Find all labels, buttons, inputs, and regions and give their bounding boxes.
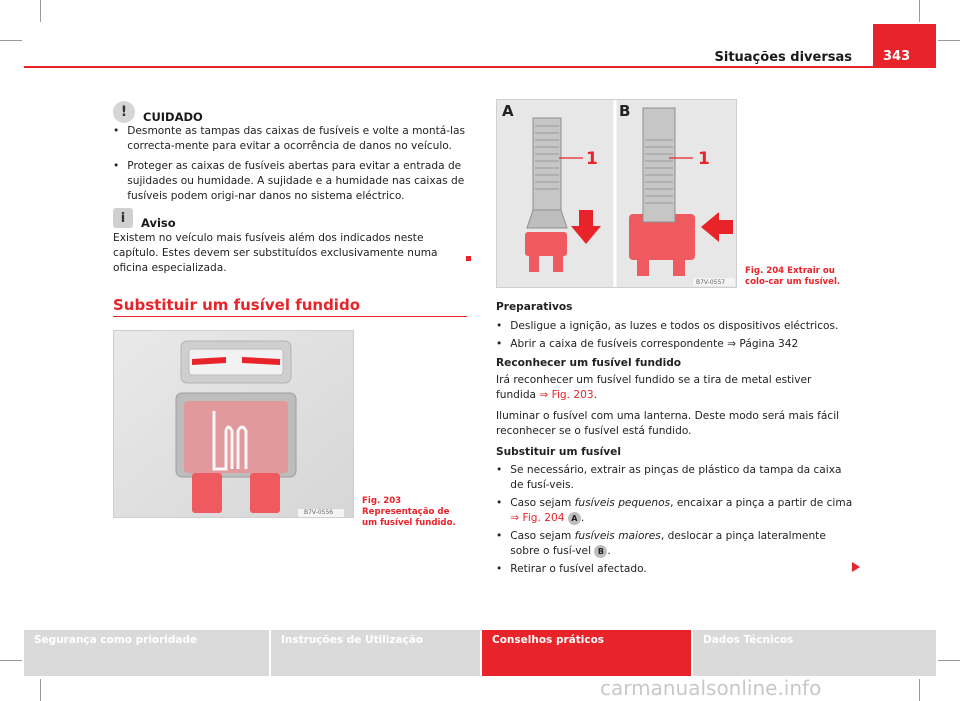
letter-b-badge: B [594,545,607,558]
label-b: B [619,102,631,120]
caution-block [113,100,467,124]
substituir-bullet-2: Caso sejam fusíveis pequenos, encaixar a pinça a partir de cima ⇒ Fig. 204 A . [510,497,853,524]
watermark: carmanualsonline.info [600,676,822,700]
crop-mark [0,660,22,661]
reconhecer-title: Reconhecer um fusível fundido [496,357,682,369]
caution-bullets [113,124,469,204]
figure-204-label: Fig. 204 [745,266,785,276]
crop-mark [40,679,41,701]
figure-204 [496,99,737,288]
preparativos-title: Preparativos [496,301,573,313]
reconhecer-text-end: . [593,389,597,401]
bullet-dot: • [496,320,503,332]
bullet-dot: • [113,125,120,137]
callout-1-a: 1 [586,149,598,169]
notice-text: Existem no veículo mais fusíveis além dos indicados neste capítulo. Estes devem ser substituídos exclusivamente numa oficina especializada. [113,232,438,274]
figure-203 [113,330,354,518]
notice-title: Aviso [141,216,176,230]
fig-204-link[interactable]: ⇒ Fig. 204 [510,512,565,524]
crop-mark [40,0,41,22]
heading-rule [113,316,467,317]
substituir-bullet-3: Caso sejam fusíveis maiores, deslocar a pinça lateralmente sobre o fusí-vel B . [510,530,826,557]
footer-tab-seguranca[interactable]: Segurança como prioridade [24,630,269,676]
reconhecer-paragraph [496,373,854,403]
emphasis: fusíveis pequenos [574,497,671,509]
caution-bullet-2: Proteger as caixas de fusíveis abertas para evitar a entrada de sujidades ou humidade. A sujidade e a humidade nas caixas de fusíveis podem origi-nar danos no sistema eléctrico. [127,160,465,202]
page-number: 343 [873,24,936,68]
letter-a-badge: A [568,512,581,525]
text: Caso sejam [510,530,575,542]
figure-code: B7V-0556 [304,509,334,516]
section-heading: Substituir um fusível fundido [113,296,360,314]
text: , deslocar a pinça lateralmente sobre o fusí-vel [510,530,826,557]
bullet-dot: • [496,530,503,542]
figure-203-label: Fig. 203 [362,496,402,506]
figure-code: B7V-0557 [696,279,726,286]
figure-203-caption [362,496,466,529]
end-mark [466,256,471,261]
crop-mark [938,660,960,661]
header-rule [24,66,936,68]
info-icon: i [113,208,133,228]
figure-204-text: Extrair ou colo-car um fusível. [745,266,841,287]
preparativos-bullet-1: Desligue a ignição, as luzes e todos os dispositivos eléctricos. [510,320,839,332]
fuse-extraction-illustration [497,100,737,288]
right-column-text [496,300,854,577]
preparativos-bullet-2: Abrir a caixa de fusíveis correspondente ⇒ Página 342 [510,338,799,350]
crop-mark [0,40,22,41]
bullet-dot: • [496,338,503,350]
exclamation-icon: ! [113,101,135,123]
bullet-dot: • [496,563,503,575]
caution-title: CUIDADO [143,110,203,124]
text: , encaixar a pinça a partir de cima [670,497,853,509]
text: Caso sejam [510,497,575,509]
figure-203-text: Representação de um fusível fundido. [362,507,456,528]
fig-203-link[interactable]: ⇒ Fig. 203 [539,389,594,401]
continue-arrow-icon [852,562,860,572]
bullet-dot: • [113,160,120,172]
bullet-dot: • [496,497,503,509]
label-a: A [502,102,514,120]
figure-204-caption [745,266,845,288]
crop-mark [919,0,920,22]
footer-tab-conselhos[interactable]: Conselhos práticos [482,630,691,676]
reconhecer-text: Irá reconhecer um fusível fundido se a tira de metal estiver fundida [496,374,812,401]
section-title: Situações diversas [714,50,852,65]
substituir-title: Substituir um fusível [496,446,621,458]
footer-tab-instrucoes[interactable]: Instruções de Utilização [271,630,480,676]
iluminar-paragraph: Iluminar o fusível com uma lanterna. Deste modo será mais fácil reconhecer se o fusível está fundido. [496,410,840,437]
bullet-dot: • [496,464,503,476]
notice-block [113,206,467,230]
emphasis: fusíveis maiores [574,530,661,542]
fuse-illustration [114,331,354,518]
substituir-bullet-4: Retirar o fusível afectado. [510,563,647,575]
crop-mark [938,40,960,41]
substituir-bullet-1: Se necessário, extrair as pinças de plástico da tampa da caixa de fusí-veis. [510,464,842,491]
caution-bullet-1: Desmonte as tampas das caixas de fusíveis e volte a montá-las correcta-mente para evitar a ocorrência de danos no veículo. [127,125,466,152]
crop-mark [919,679,920,701]
callout-1-b: 1 [698,149,710,169]
footer-tab-dados[interactable]: Dados Técnicos [693,630,936,676]
